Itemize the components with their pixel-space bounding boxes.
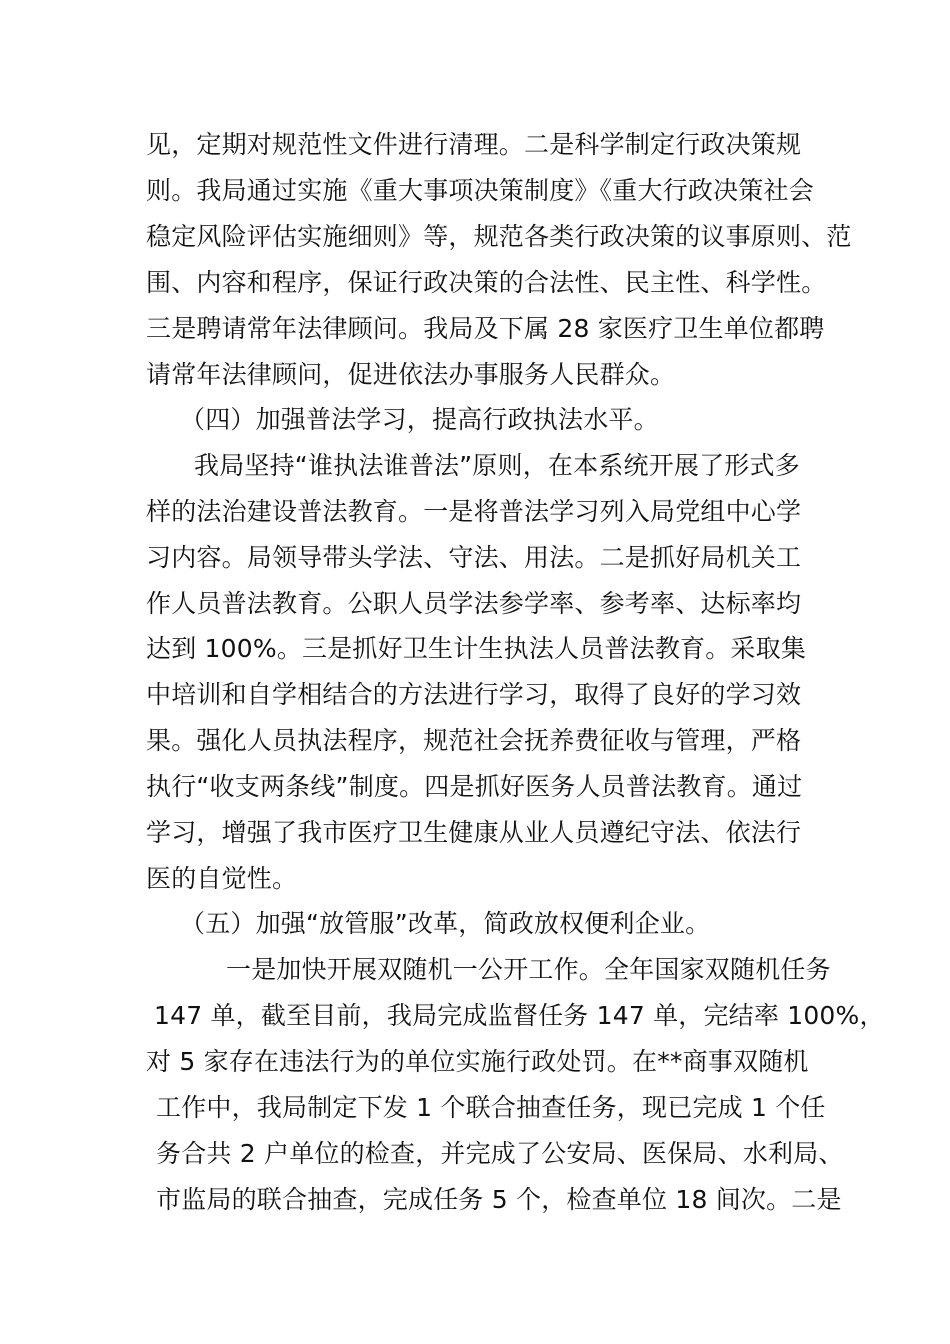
body-line: 市监局的联合抽查，完成任务 5 个，检查单位 18 间次。二是 — [156, 1185, 842, 1214]
body-line: 我局坚持“谁执法谁普法”原则，在本系统开展了形式多 — [194, 451, 800, 480]
body-line: 执行“收支两条线”制度。四是抓好医务人员普法教育。通过 — [146, 772, 803, 801]
body-line: 一是加快开展双随机一公开工作。全年国家双随机任务 — [226, 955, 831, 984]
body-line: 学习，增强了我市医疗卫生健康从业人员遵纪守法、依法行 — [146, 818, 802, 847]
body-line: 见，定期对规范性文件进行清理。二是科学制定行政决策规 — [146, 130, 802, 159]
body-line: 请常年法律顾问，促进依法办事服务人民群众。 — [146, 360, 676, 389]
body-line: 务合共 2 户单位的检查，并完成了公安局、医保局、水利局、 — [156, 1139, 844, 1168]
body-line: 稳定风险评估实施细则》等，规范各类行政决策的议事原则、范 — [146, 222, 852, 251]
body-line: 作人员普法教育。公职人员学法参学率、参考率、达标率均 — [146, 589, 802, 618]
section-heading-5: （五）加强“放管服”改革，简政放权便利企业。 — [180, 909, 711, 938]
body-line: 果。强化人员执法程序，规范社会抚养费征收与管理，严格 — [146, 726, 802, 755]
body-line: 医的自觉性。 — [146, 864, 298, 893]
body-line: 三是聘请常年法律顾问。我局及下属 28 家医疗卫生单位都聘 — [146, 314, 825, 343]
body-line: 147 单，截至目前，我局完成监督任务 147 单，完结率 100%， — [154, 1001, 885, 1030]
body-line: 工作中，我局制定下发 1 个联合抽查任务，现已完成 1 个任 — [156, 1093, 826, 1122]
body-line: 则。我局通过实施《重大事项决策制度》《重大行政决策社会 — [146, 176, 814, 205]
body-line: 习内容。局领导带头学法、守法、用法。二是抓好局机关工 — [146, 543, 802, 572]
body-line: 中培训和自学相结合的方法进行学习，取得了良好的学习效 — [146, 680, 802, 709]
body-line: 围、内容和程序，保证行政决策的合法性、民主性、科学性。 — [146, 268, 827, 297]
section-heading-4: （四）加强普法学习，提高行政执法水平。 — [180, 405, 659, 434]
body-line: 达到 100%。三是抓好卫生计生执法人员普法教育。采取集 — [146, 634, 807, 663]
body-line: 对 5 家存在违法行为的单位实施行政处罚。在**商事双随机 — [146, 1047, 809, 1076]
body-line: 样的法治建设普法教育。一是将普法学习列入局党组中心学 — [146, 497, 802, 526]
